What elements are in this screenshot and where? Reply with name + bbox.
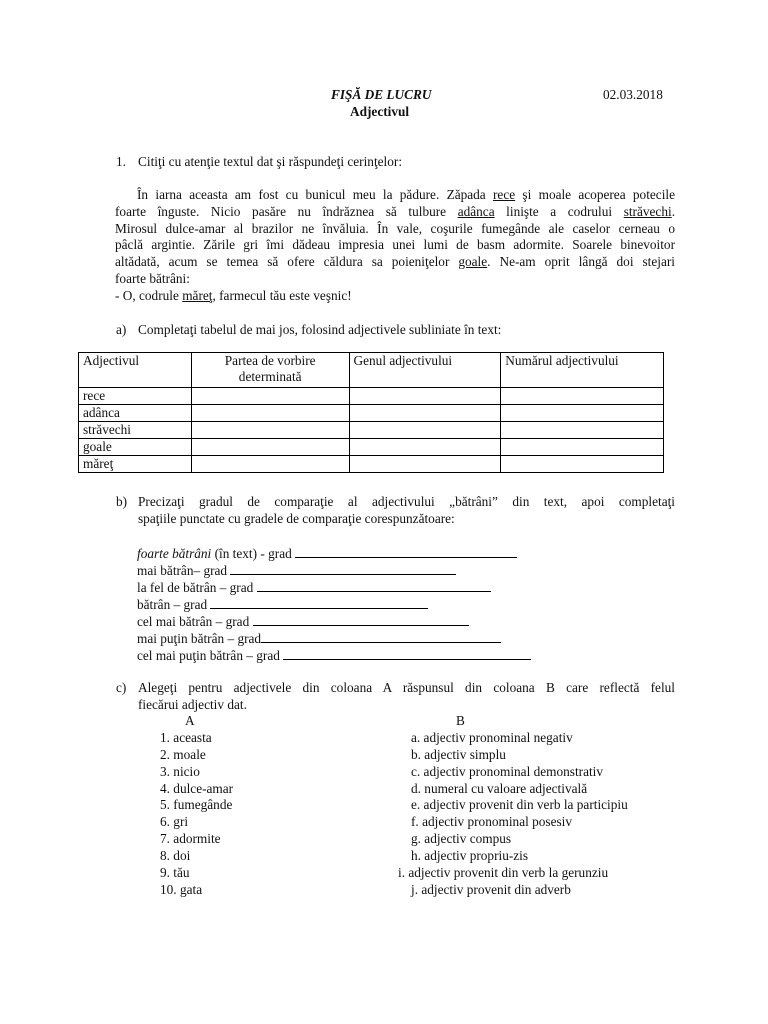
column-a-item: 8. doi	[160, 848, 191, 863]
table-cell-empty[interactable]	[349, 388, 501, 405]
table-header-row	[79, 353, 664, 388]
column-a-header: A	[185, 713, 195, 728]
table-cell-empty[interactable]	[191, 439, 349, 456]
table-cell-adjective: măreţ	[79, 456, 192, 473]
column-a-item: 7. adormite	[160, 831, 221, 846]
text-line-3: Mirosul dulce-amar al brazilor ne învăluia. În vale, coşurile fumegânde ale caselor cerneau o	[115, 220, 675, 236]
underlined-maret: măreţ	[182, 287, 213, 303]
worksheet-date: 02.03.2018	[603, 87, 663, 102]
table-cell-adjective: adânca	[79, 405, 192, 422]
column-a-item: 2. moale	[160, 747, 206, 762]
taskB-line1: Precizaţi gradul de comparaţie al adjectivului „bătrâni” din text, apoi completaţi	[138, 494, 675, 509]
column-b-item: b. adjectiv simplu	[411, 747, 506, 762]
taskA-label: a)	[116, 322, 127, 337]
column-b-item: d. numeral cu valoare adjectivală	[411, 781, 588, 796]
text-line-2: foarte înguste. Nicio pasăre nu îndrăznea să tulbure adânca linişte a codrului străvechi.	[115, 203, 676, 219]
taskB-label: b)	[116, 494, 128, 509]
text-line-1: În iarna aceasta am fost cu bunicul meu la pădure. Zăpada rece şi moale acoperea potecile	[137, 187, 675, 202]
table-header: Adjectivul	[79, 353, 192, 388]
column-b-item: j. adjectiv provenit din adverb	[411, 882, 571, 897]
text-line-6: foarte bătrâni:	[115, 270, 190, 286]
answer-blank[interactable]	[283, 647, 531, 660]
task1-instruction: Citiţi cu atenţie textul dat şi răspundeţi cerinţelor:	[138, 154, 403, 169]
taskB-line2: spaţiile punctate cu gradele de comparaţie corespunzătoare:	[138, 511, 455, 526]
grade-line: foarte bătrâni (în text) - grad	[137, 545, 517, 563]
column-b-item: e. adjectiv provenit din verb la participiu	[411, 797, 628, 812]
table-row	[79, 422, 664, 439]
taskC-label: c)	[116, 680, 127, 695]
column-b-item: i. adjectiv provenit din verb la gerunziu	[398, 865, 609, 880]
table-cell-empty[interactable]	[501, 405, 664, 422]
text-line-4: pâclă argintie. Zările gri îmi dădeau impresia unei lumi de basm adormite. Soarele binevoitor	[115, 237, 675, 253]
underlined-adanca: adânca	[457, 203, 495, 219]
grade-line: mai bătrân– grad	[137, 562, 456, 580]
grade-line: mai puţin bătrân – grad	[137, 630, 501, 648]
table-cell-empty[interactable]	[191, 405, 349, 422]
table-row	[79, 388, 664, 405]
adjective-table	[78, 352, 664, 473]
table-cell-empty[interactable]	[349, 439, 501, 456]
table-cell-adjective: rece	[79, 388, 192, 405]
table-cell-empty[interactable]	[501, 439, 664, 456]
underlined-goale: goale	[458, 254, 488, 270]
grade-line: la fel de bătrân – grad	[137, 579, 491, 597]
column-a-item: 4. dulce-amar	[160, 781, 234, 796]
answer-blank[interactable]	[261, 630, 501, 643]
table-header: Partea de vorbire determinată	[191, 353, 349, 388]
table-cell-empty[interactable]	[191, 456, 349, 473]
text-line-7: - O, codrule măreţ, farmecul tău este veşnic!	[115, 287, 352, 303]
grade-line: bătrân – grad	[137, 596, 428, 614]
table-cell-empty[interactable]	[349, 405, 501, 422]
table-cell-empty[interactable]	[349, 456, 501, 473]
answer-blank[interactable]	[210, 596, 428, 609]
table-cell-adjective: străvechi	[79, 422, 192, 439]
table-cell-empty[interactable]	[349, 422, 501, 439]
column-a-item: 1. aceasta	[160, 730, 212, 745]
answer-blank[interactable]	[253, 613, 469, 626]
taskC-line1: Alegeţi pentru adjectivele din coloana A răspunsul din coloana B care reflectă felul	[138, 680, 675, 695]
column-a-item: 10. gata	[160, 882, 203, 897]
column-b-item: c. adjectiv pronominal demonstrativ	[411, 764, 604, 779]
column-a-item: 3. nicio	[160, 764, 200, 779]
table-cell-adjective: goale	[79, 439, 192, 456]
task1-number: 1.	[116, 154, 126, 169]
text-line-5: altădată, acum se temea să ofere căldura sa poieniţelor goale. Ne-am oprit lângă doi stejari	[115, 254, 675, 270]
table-header: Genul adjectivului	[349, 353, 501, 388]
column-b-item: a. adjectiv pronominal negativ	[411, 730, 573, 745]
table-row	[79, 439, 664, 456]
column-a-item: 6. gri	[160, 814, 189, 829]
column-b-item: g. adjectiv compus	[411, 831, 512, 846]
column-b-item: h. adjectiv propriu-zis	[411, 848, 529, 863]
answer-blank[interactable]	[257, 579, 491, 592]
answer-blank[interactable]	[230, 562, 456, 575]
table-cell-empty[interactable]	[191, 422, 349, 439]
table-header: Numărul adjectivului	[501, 353, 664, 388]
column-a-item: 5. fumegânde	[160, 797, 233, 812]
reading-text	[115, 187, 675, 305]
grade-line: cel mai puţin bătrân – grad	[137, 647, 531, 665]
taskA-instruction: Completaţi tabelul de mai jos, folosind adjectivele subliniate în text:	[138, 322, 502, 337]
answer-blank[interactable]	[295, 545, 517, 558]
table-cell-empty[interactable]	[501, 388, 664, 405]
table-cell-empty[interactable]	[501, 422, 664, 439]
table-row	[79, 405, 664, 422]
underlined-rece: rece	[493, 187, 516, 202]
underlined-stravechi: străvechi	[623, 203, 672, 219]
table-cell-empty[interactable]	[501, 456, 664, 473]
column-b-header: B	[456, 713, 465, 728]
column-a-item: 9. tău	[160, 865, 190, 880]
worksheet-title: FIŞĂ DE LUCRU	[331, 87, 432, 102]
table-row	[79, 456, 664, 473]
taskC-line2: fiecărui adjectiv dat.	[138, 697, 247, 712]
grade-line: cel mai bătrân – grad	[137, 613, 469, 631]
column-b-item: f. adjectiv pronominal posesiv	[411, 814, 573, 829]
table-cell-empty[interactable]	[191, 388, 349, 405]
worksheet-subtitle: Adjectivul	[350, 104, 410, 119]
